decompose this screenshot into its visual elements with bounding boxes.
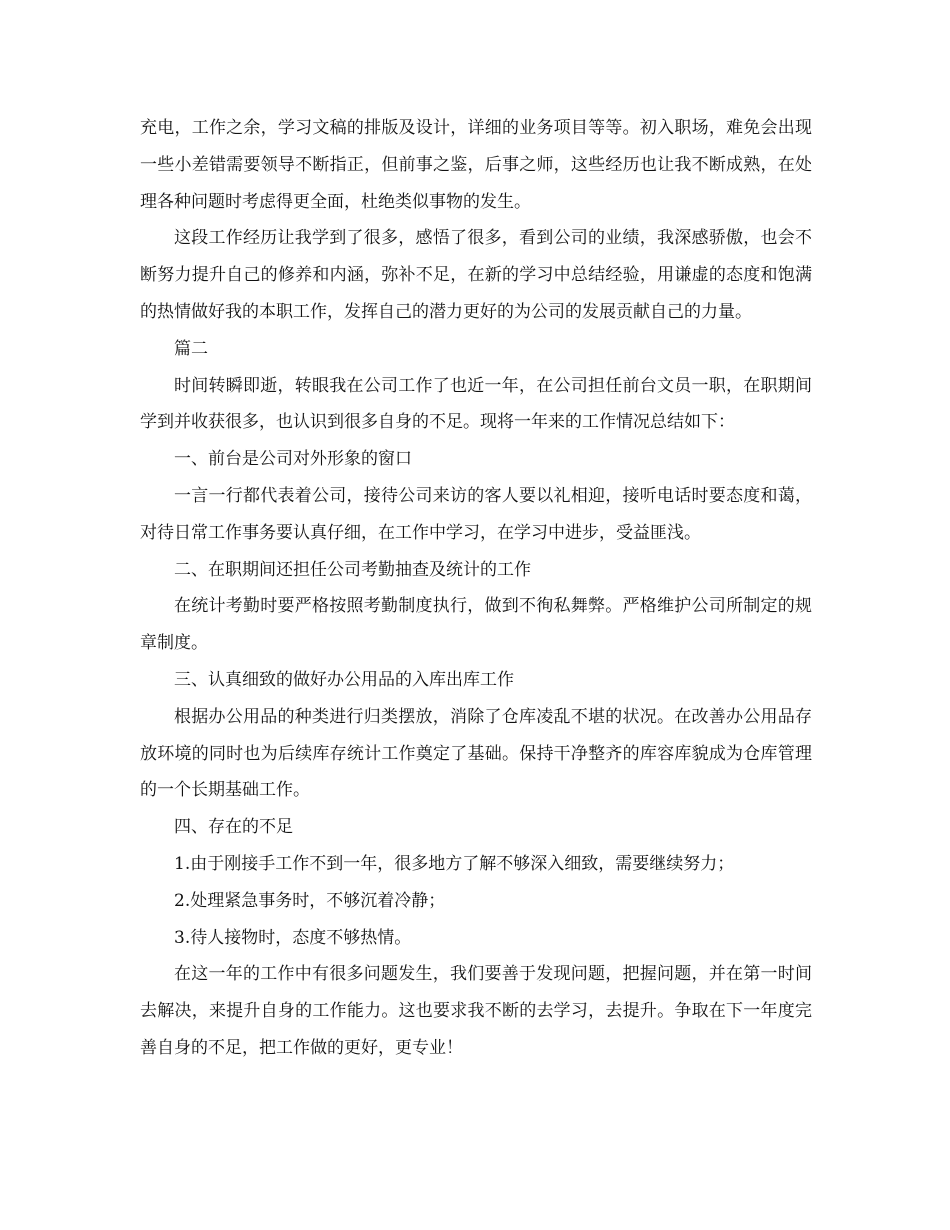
heading-item-4: 四、存在的不足	[174, 817, 293, 838]
paragraph-item-2: 在统计考勤时要严格按照考勤制度执行，做到不徇私舞弊。严格维护公司所制定的规章制度。	[140, 596, 812, 654]
list-item-shortcoming-3: 3.待人接物时，态度不够热情。	[174, 927, 412, 948]
list-item-shortcoming-1: 1.由于刚接手工作不到一年，很多地方了解不够深入细致，需要继续努力；	[174, 853, 735, 874]
document-body	[140, 110, 812, 1067]
paragraph-reflection: 这段工作经历让我学到了很多，感悟了很多，看到公司的业绩，我深感骄傲，也会不断努力提升自己的修养和内涵，弥补不足，在新的学习中总结经验，用谦虚的态度和饱满的热情做好我的本职工作，发挥自己的潜力更好的为公司的发展贡献自己的力量。	[140, 228, 812, 322]
paragraph-item-1: 一言一行都代表着公司，接待公司来访的客人要以礼相迎，接听电话时要态度和蔼，对待日常工作事务要认真仔细，在工作中学习，在学习中进步，受益匪浅。	[140, 485, 812, 543]
paragraph-intro: 时间转瞬即逝，转眼我在公司工作了也近一年，在公司担任前台文员一职，在职期间学到并收获很多，也认识到很多自身的不足。现将一年来的工作情况总结如下：	[140, 375, 812, 433]
heading-item-1: 一、前台是公司对外形象的窗口	[174, 449, 412, 470]
section-heading-part-two: 篇二	[174, 338, 208, 359]
paragraph-conclusion: 在这一年的工作中有很多问题发生，我们要善于发现问题，把握问题，并在第一时间去解决，来提升自身的工作能力。这也要求我不断的去学习，去提升。争取在下一年度完善自身的不足，把工作做的更好，更专业！	[140, 964, 812, 1058]
paragraph-continuation: 充电，工作之余，学习文稿的排版及设计，详细的业务项目等等。初入职场，难免会出现一些小差错需要领导不断指正，但前事之鉴，后事之师，这些经历也让我不断成熟，在处理各种问题时考虑得更全面，杜绝类似事物的发生。	[140, 118, 812, 212]
heading-item-3: 三、认真细致的做好办公用品的入库出库工作	[174, 669, 514, 690]
paragraph-item-3: 根据办公用品的种类进行归类摆放，消除了仓库凌乱不堪的状况。在改善办公用品存放环境的同时也为后续库存统计工作奠定了基础。保持干净整齐的库容库貌成为仓库管理的一个长期基础工作。	[140, 706, 812, 801]
heading-item-2: 二、在职期间还担任公司考勤抽查及统计的工作	[174, 559, 531, 580]
list-item-shortcoming-2: 2.处理紧急事务时，不够沉着冷静；	[174, 890, 446, 911]
